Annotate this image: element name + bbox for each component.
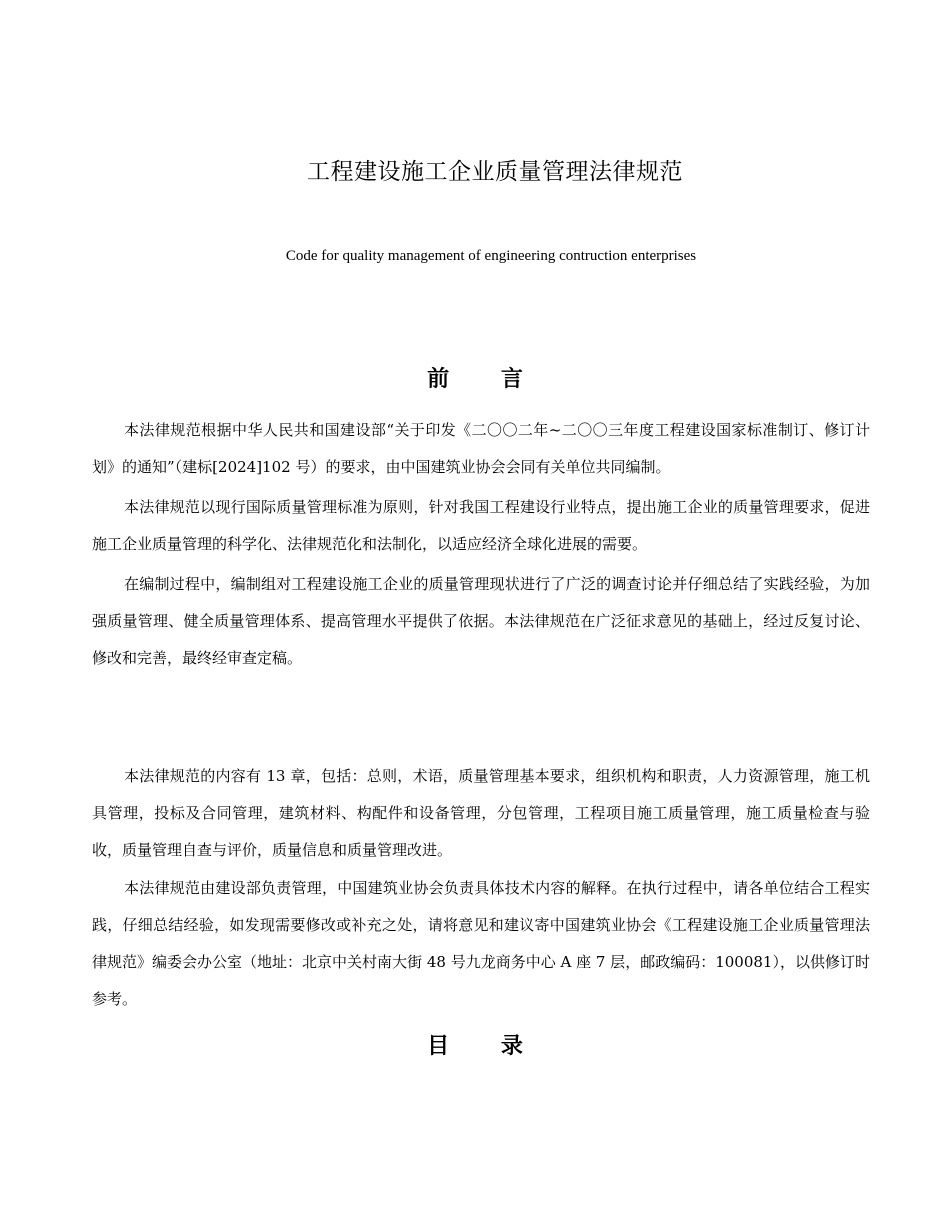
document-title: 工程建设施工企业质量管理法律规范 bbox=[307, 159, 683, 185]
document-subtitle: Code for quality management of engineering contruction enterprises bbox=[285, 248, 697, 264]
preface-paragraph: 本法律规范由建设部负责管理，中国建筑业协会负责具体技术内容的解释。在执行过程中，请各单位结合工程实践，仔细总结经验，如发现需要修改或补充之处，请将意见和建议寄中国建筑业协会《工程建设施工企业质量管理法律规范》编委会办公室（地址：北京中关村南大街 48 号九龙商务中心 A 座 7 层，邮政编码：100081），以供修订时参考。 bbox=[92, 879, 870, 1008]
preface-heading: 前 言 bbox=[427, 367, 545, 392]
preface-paragraph: 本法律规范的内容有 13 章，包括：总则，术语，质量管理基本要求，组织机构和职责，人力资源管理，施工机具管理，投标及合同管理，建筑材料、构配件和设备管理，分包管理，工程项目施工质量管理，施工质量检查与验收，质量管理自查与评价，质量信息和质量管理改进。 bbox=[92, 767, 870, 859]
preface-paragraph: 在编制过程中，编制组对工程建设施工企业的质量管理现状进行了广泛的调查讨论并仔细总结了实践经验，为加强质量管理、健全质量管理体系、提高管理水平提供了依据。本法律规范在广泛征求意见的基础上，经过反复讨论、修改和完善，最终经审查定稿。 bbox=[92, 575, 870, 667]
preface-paragraph: 本法律规范根据中华人民共和国建设部“关于印发《二〇〇二年~二〇〇三年度工程建设国家标准制订、修订计划》的通知”（建标[2024]102 号）的要求，由中国建筑业协会会同有关单位共同编制。 bbox=[92, 421, 870, 476]
toc-heading: 目 录 bbox=[427, 1034, 545, 1059]
preface-paragraph: 本法律规范以现行国际质量管理标准为原则，针对我国工程建设行业特点，提出施工企业的质量管理要求，促进施工企业质量管理的科学化、法律规范化和法制化，以适应经济全球化进展的需要。 bbox=[92, 498, 870, 553]
